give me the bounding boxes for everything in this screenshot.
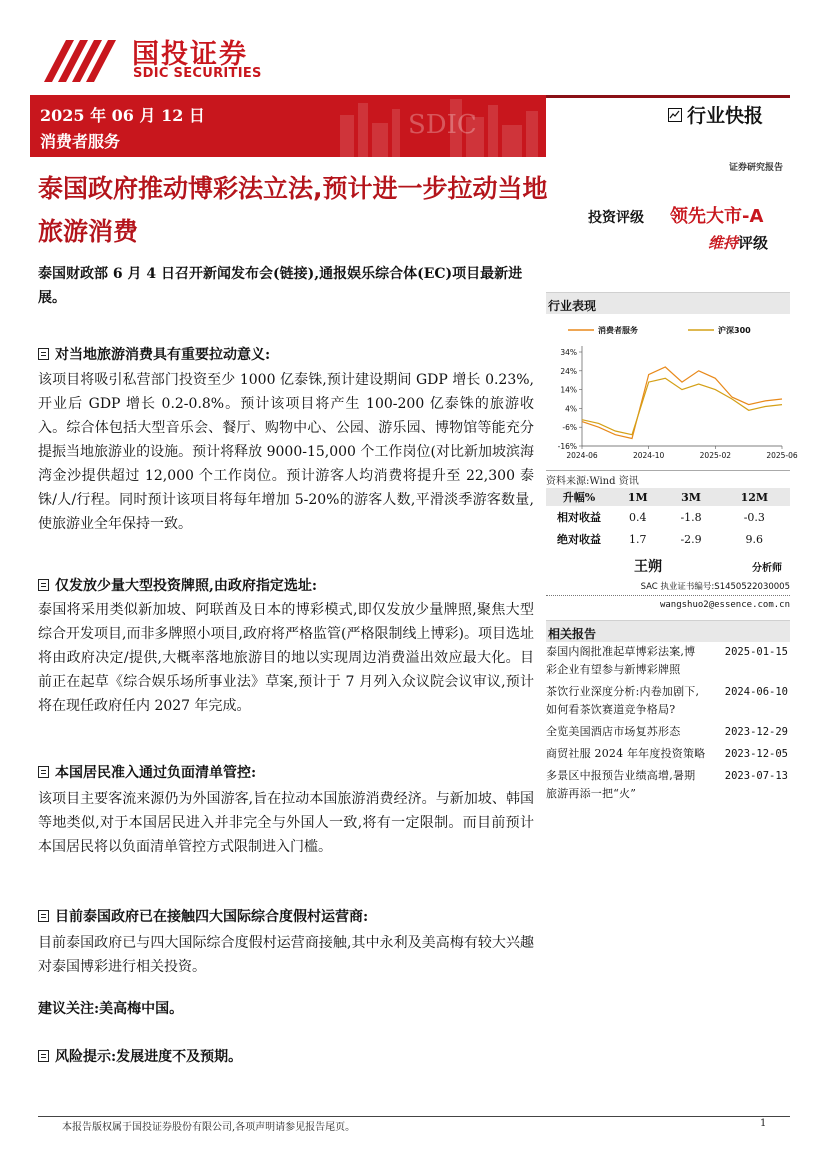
y-tick-label: -16%	[557, 442, 577, 451]
analyst-certificate: SAC 执业证书编号:S1450522030005	[640, 582, 790, 592]
table-row	[546, 506, 790, 528]
footer-divider	[38, 1116, 790, 1117]
related-report-date: 2023-12-05	[724, 748, 788, 760]
x-tick-label: 2025-06	[766, 451, 798, 460]
related-reports-header: 相关报告	[546, 620, 790, 642]
trend-chart-icon	[668, 108, 682, 122]
rating-maintain-red: 维持	[708, 234, 739, 252]
y-tick-label: 4%	[565, 404, 577, 414]
rating-value: 领先大市-A	[670, 206, 764, 227]
table-header-cell: 12M	[719, 488, 790, 506]
rating-label: 投资评级	[588, 210, 644, 226]
related-report-date: 2023-07-13	[724, 770, 788, 782]
table-header-cell: 3M	[664, 488, 719, 506]
risk-text: 风险提示:发展进度不及预期。	[55, 1049, 243, 1065]
list-item[interactable]	[546, 643, 790, 679]
list-item[interactable]	[546, 745, 790, 763]
related-report-title: 商贸社服 2024 年年度投资策略	[546, 747, 706, 760]
series-line	[582, 378, 782, 434]
y-tick-label: 34%	[560, 348, 577, 357]
report-date: 2025 年 06 月 12 日	[40, 106, 205, 125]
legend-label: 沪深300	[718, 326, 751, 335]
list-item[interactable]	[546, 723, 790, 741]
report-type	[668, 101, 763, 128]
header-banner	[30, 95, 546, 157]
table-header-cell: 1M	[612, 488, 664, 506]
rating-maintain-black: 评级	[738, 234, 769, 252]
industry-performance-chart	[546, 316, 798, 466]
table-header-cell: 升幅%	[546, 488, 612, 506]
analyst-email[interactable]: wangshuo2@essence.com.cn	[659, 600, 790, 610]
x-tick-label: 2025-02	[699, 451, 732, 460]
risk-warning	[38, 1046, 242, 1066]
table-cell: -0.3	[743, 510, 765, 524]
table-cell: -1.8	[680, 510, 702, 524]
report-title: 泰国政府推动博彩法立法,预计进一步拉动当地旅游消费	[38, 174, 548, 246]
related-report-title: 多景区中报预告业绩高增,暑期旅游再添一把“火”	[546, 769, 696, 800]
section-heading-3	[38, 762, 256, 782]
y-tick-label: -6%	[562, 423, 577, 433]
table-cell: -2.9	[680, 532, 702, 546]
document-icon	[38, 579, 49, 591]
related-report-title: 泰国内阁批准起草博彩法案,博彩企业有望参与新博彩牌照	[546, 645, 696, 676]
table-cell: 0.4	[629, 510, 647, 524]
chart-source: 资料来源:Wind 资讯	[546, 470, 790, 487]
section-body-2: 泰国将采用类似新加坡、阿联酋及日本的博彩模式,即仅发放少量牌照,聚焦大型综合开发项目,而非多牌照小项目,政府将严格监管(严格限制线上博彩)。项目选址将由政府决定/提供,大概率落地旅游目的地以实现周边消费溢出效应最大化。目前正在起草《综合娱乐场所事业法》草案,预计于 7 月列入众议院会议审议,预计将在现任政府任内 2027 年完成。	[38, 602, 534, 714]
series-line	[582, 367, 782, 439]
related-report-date: 2024-06-10	[724, 686, 788, 698]
list-item[interactable]	[546, 683, 790, 719]
performance-header: 行业表现	[546, 292, 790, 314]
header-rule	[546, 95, 790, 98]
section-body-1: 该项目将吸引私营部门投资至少 1000 亿泰铢,预计建设期间 GDP 增长 0.23%,开业后 GDP 增长 0.2-0.8%。预计该项目将产生 100-200 亿泰铢的旅游收入。综合体包括大型音乐会、餐厅、购物中心、公园、游乐园、博物馆等能充分提振当地旅游业的设施。预计将释放 9000-15,000 个工作岗位(对比新加坡滨海湾金沙提供超过 12,000 个工作岗位。预计游客人均消费将提升至 22,300 泰铢/人/行程。同时预计该项目将每年增加 5-20%的游客人数,平滑淡季游客数量,使旅游业全年保持一致。	[38, 372, 534, 532]
list-item[interactable]	[546, 767, 790, 803]
section-heading-text: 对当地旅游消费具有重要拉动意义:	[55, 347, 271, 363]
document-icon	[38, 348, 49, 360]
table-row	[546, 528, 790, 550]
logo-stripes-icon	[36, 30, 128, 86]
document-icon	[38, 910, 49, 922]
document-icon	[38, 766, 49, 778]
svg-text:SDIC: SDIC	[408, 110, 477, 140]
rating-maintain	[708, 232, 768, 253]
analyst-divider	[546, 595, 790, 596]
related-report-date: 2025-01-15	[724, 646, 788, 658]
related-report-title: 茶饮行业深度分析:内卷加剧下,如何看茶饮赛道竞争格局?	[546, 685, 700, 716]
related-reports-list	[546, 643, 790, 807]
section-heading-2	[38, 575, 317, 595]
table-cell: 1.7	[629, 532, 647, 546]
banner-skyline-decoration	[330, 95, 546, 157]
report-summary: 泰国财政部 6 月 4 日召开新闻发布会(链接),通报娱乐综合体(EC)项目最新进展。	[38, 266, 523, 306]
related-report-title: 全览美国酒店市场复苏形态	[546, 725, 681, 738]
table-cell: 绝对收益	[557, 533, 601, 546]
section-heading-text: 仅发放少量大型投资牌照,由政府指定选址:	[55, 578, 318, 594]
performance-table	[546, 488, 790, 550]
y-tick-label: 14%	[560, 385, 577, 395]
report-subtitle: 证券研究报告	[728, 163, 783, 173]
logo-text-cn: 国投证券	[132, 39, 248, 70]
section-heading-4	[38, 906, 368, 926]
legend-label: 消费者服务	[598, 326, 638, 335]
section-body-3: 该项目主要客流来源仍为外国游客,旨在拉动本国旅游消费经济。与新加坡、韩国等地类似,对于本国居民进入并非完全与外国人一致,将有一定限制。而目前预计本国居民将以负面清单管控方式限制进入门槛。	[38, 791, 534, 855]
section-body-4: 目前泰国政府已与四大国际综合度假村运营商接触,其中永利及美高梅有较大兴趣对泰国博彩进行相关投资。	[38, 935, 534, 975]
x-tick-label: 2024-06	[566, 451, 598, 460]
recommendation: 建议关注:美高梅中国。	[38, 1001, 184, 1017]
table-header-row	[546, 488, 790, 506]
industry-category: 消费者服务	[40, 132, 121, 151]
related-report-date: 2023-12-29	[724, 726, 788, 738]
document-icon	[38, 1050, 49, 1062]
table-cell: 9.6	[745, 532, 764, 546]
x-tick-label: 2024-10	[632, 451, 665, 460]
logo-text-en: SDIC SECURITIES	[133, 66, 262, 81]
table-cell: 相对收益	[557, 511, 601, 524]
page-number: 1	[760, 1118, 767, 1129]
analyst-name: 王朔	[634, 559, 662, 575]
section-heading-text: 本国居民准入通过负面清单管控:	[55, 765, 257, 781]
analyst-role: 分析师	[752, 563, 782, 574]
y-tick-label: 24%	[560, 366, 577, 376]
report-type-label: 行业快报	[687, 105, 764, 127]
section-heading-1	[38, 344, 270, 364]
company-logo	[36, 30, 266, 90]
section-heading-text: 目前泰国政府已在接触四大国际综合度假村运营商:	[55, 909, 369, 925]
footer-disclaimer: 本报告版权属于国投证券股份有限公司,各项声明请参见报告尾页。	[62, 1122, 356, 1133]
